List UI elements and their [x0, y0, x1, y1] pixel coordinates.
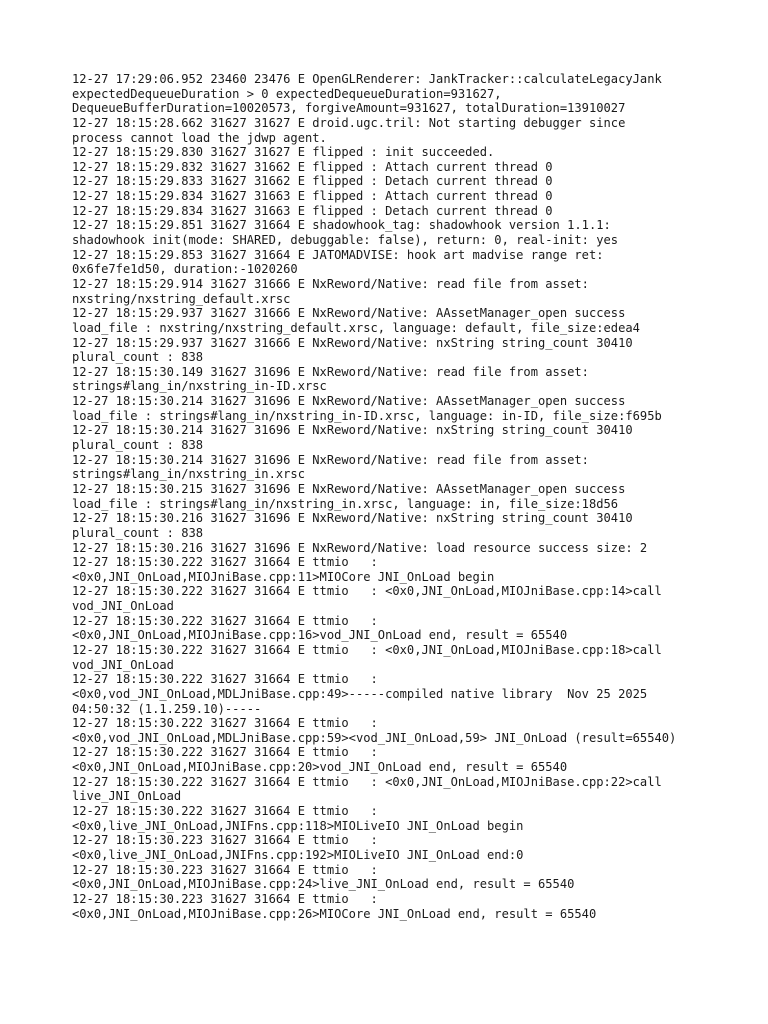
log-line: 12-27 18:15:30.223 31627 31664 E ttmio :: [72, 862, 378, 877]
log-line: strings#lang_in/nxstring_in.xrsc: [72, 467, 305, 482]
log-line: 12-27 18:15:30.216 31627 31696 E NxReword/Native: nxString string_count 30410: [72, 511, 633, 526]
log-line: <0x0,vod_JNI_OnLoad,MDLJniBase.cpp:59><vod_JNI_OnLoad,59> JNI_OnLoad (result=65540): [72, 730, 677, 745]
log-line: 12-27 18:15:29.851 31627 31664 E shadowhook_tag: shadowhook version 1.1.1:: [72, 218, 611, 233]
log-line: 12-27 18:15:30.222 31627 31664 E ttmio :: [72, 672, 378, 687]
log-line: <0x0,vod_JNI_OnLoad,MDLJniBase.cpp:49>-----compiled native library Nov 25 2025: [72, 686, 648, 701]
log-line: 12-27 18:15:29.834 31627 31663 E flipped : Attach current thread 0: [72, 189, 553, 204]
log-line: 12-27 18:15:30.216 31627 31696 E NxReword/Native: load resource success size: 2: [72, 540, 648, 555]
log-line: live_JNI_OnLoad: [72, 789, 182, 804]
log-line: vod_JNI_OnLoad: [72, 657, 174, 672]
log-line: <0x0,live_JNI_OnLoad,JNIFns.cpp:192>MIOLiveIO JNI_OnLoad end:0: [72, 847, 524, 862]
log-line: process cannot load the jdwp agent.: [72, 130, 327, 145]
log-line: 12-27 18:15:30.215 31627 31696 E NxReword/Native: AAssetManager_open success: [72, 481, 626, 496]
log-line: plural_count : 838: [72, 350, 204, 365]
log-line: 12-27 18:15:29.914 31627 31666 E NxReword/Native: read file from asset:: [72, 276, 589, 291]
log-line: 12-27 18:15:30.214 31627 31696 E NxReword/Native: read file from asset:: [72, 452, 589, 467]
log-line: 12-27 17:29:06.952 23460 23476 E OpenGLRenderer: JankTracker::calculateLegacyJank: [72, 72, 662, 86]
log-line: DequeueBufferDuration=10020573, forgiveAmount=931627, totalDuration=13910027: [72, 101, 626, 116]
log-line: <0x0,JNI_OnLoad,MIOJniBase.cpp:16>vod_JNI_OnLoad end, result = 65540: [72, 628, 568, 643]
log-line: load_file : nxstring/nxstring_default.xrsc, language: default, file_size:edea4: [72, 320, 640, 335]
log-line: plural_count : 838: [72, 525, 204, 540]
log-line: load_file : strings#lang_in/nxstring_in.xrsc, language: in, file_size:18d56: [72, 496, 619, 511]
log-line: <0x0,JNI_OnLoad,MIOJniBase.cpp:11>MIOCore JNI_OnLoad begin: [72, 569, 495, 584]
log-line: 12-27 18:15:30.214 31627 31696 E NxReword/Native: AAssetManager_open success: [72, 394, 626, 409]
log-line: 12-27 18:15:30.223 31627 31664 E ttmio :: [72, 891, 378, 906]
log-line: 12-27 18:15:30.222 31627 31664 E ttmio : <0x0,JNI_OnLoad,MIOJniBase.cpp:22>call: [72, 774, 662, 789]
log-line: 12-27 18:15:30.222 31627 31664 E ttmio : <0x0,JNI_OnLoad,MIOJniBase.cpp:14>call: [72, 584, 662, 599]
log-line: 12-27 18:15:30.222 31627 31664 E ttmio :: [72, 555, 378, 570]
log-text-block: [72, 72, 712, 921]
log-line: 12-27 18:15:30.214 31627 31696 E NxReword/Native: nxString string_count 30410: [72, 423, 633, 438]
log-line: 12-27 18:15:29.937 31627 31666 E NxReword/Native: nxString string_count 30410: [72, 335, 633, 350]
log-line: <0x0,JNI_OnLoad,MIOJniBase.cpp:26>MIOCore JNI_OnLoad end, result = 65540: [72, 906, 597, 921]
log-line: 12-27 18:15:28.662 31627 31627 E droid.ugc.tril: Not starting debugger since: [72, 115, 626, 130]
log-line: plural_count : 838: [72, 438, 204, 453]
log-line: <0x0,live_JNI_OnLoad,JNIFns.cpp:118>MIOLiveIO JNI_OnLoad begin: [72, 818, 524, 833]
log-line: nxstring/nxstring_default.xrsc: [72, 291, 291, 306]
log-line: 12-27 18:15:29.832 31627 31662 E flipped : Attach current thread 0: [72, 159, 553, 174]
log-line: 0x6fe7fe1d50, duration:-1020260: [72, 262, 298, 277]
log-line: 12-27 18:15:30.149 31627 31696 E NxReword/Native: read file from asset:: [72, 364, 589, 379]
log-line: <0x0,JNI_OnLoad,MIOJniBase.cpp:24>live_JNI_OnLoad end, result = 65540: [72, 877, 575, 892]
log-line: shadowhook init(mode: SHARED, debuggable: false), return: 0, real-init: yes: [72, 233, 619, 248]
log-line: <0x0,JNI_OnLoad,MIOJniBase.cpp:20>vod_JNI_OnLoad end, result = 65540: [72, 760, 568, 775]
log-line: 12-27 18:15:30.222 31627 31664 E ttmio :: [72, 804, 378, 819]
log-line: 12-27 18:15:30.222 31627 31664 E ttmio :: [72, 745, 378, 760]
log-line: load_file : strings#lang_in/nxstring_in-ID.xrsc, language: in-ID, file_size:f695b: [72, 408, 662, 423]
log-line: 12-27 18:15:30.222 31627 31664 E ttmio :: [72, 613, 378, 628]
log-line: vod_JNI_OnLoad: [72, 599, 174, 614]
log-line: 12-27 18:15:30.222 31627 31664 E ttmio : <0x0,JNI_OnLoad,MIOJniBase.cpp:18>call: [72, 642, 662, 657]
log-line: 12-27 18:15:30.223 31627 31664 E ttmio :: [72, 833, 378, 848]
log-line: 12-27 18:15:29.937 31627 31666 E NxReword/Native: AAssetManager_open success: [72, 306, 626, 321]
log-line: 12-27 18:15:30.222 31627 31664 E ttmio :: [72, 716, 378, 731]
log-line: 04:50:32 (1.1.259.10)-----: [72, 701, 262, 716]
log-line: 12-27 18:15:29.834 31627 31663 E flipped : Detach current thread 0: [72, 203, 553, 218]
log-line: 12-27 18:15:29.830 31627 31627 E flipped : init succeeded.: [72, 145, 495, 160]
log-line: strings#lang_in/nxstring_in-ID.xrsc: [72, 379, 327, 394]
log-line: expectedDequeueDuration > 0 expectedDequeueDuration=931627,: [72, 86, 502, 101]
log-line: 12-27 18:15:29.853 31627 31664 E JATOMADVISE: hook art madvise range ret:: [72, 247, 604, 262]
log-line: 12-27 18:15:29.833 31627 31662 E flipped : Detach current thread 0: [72, 174, 553, 189]
